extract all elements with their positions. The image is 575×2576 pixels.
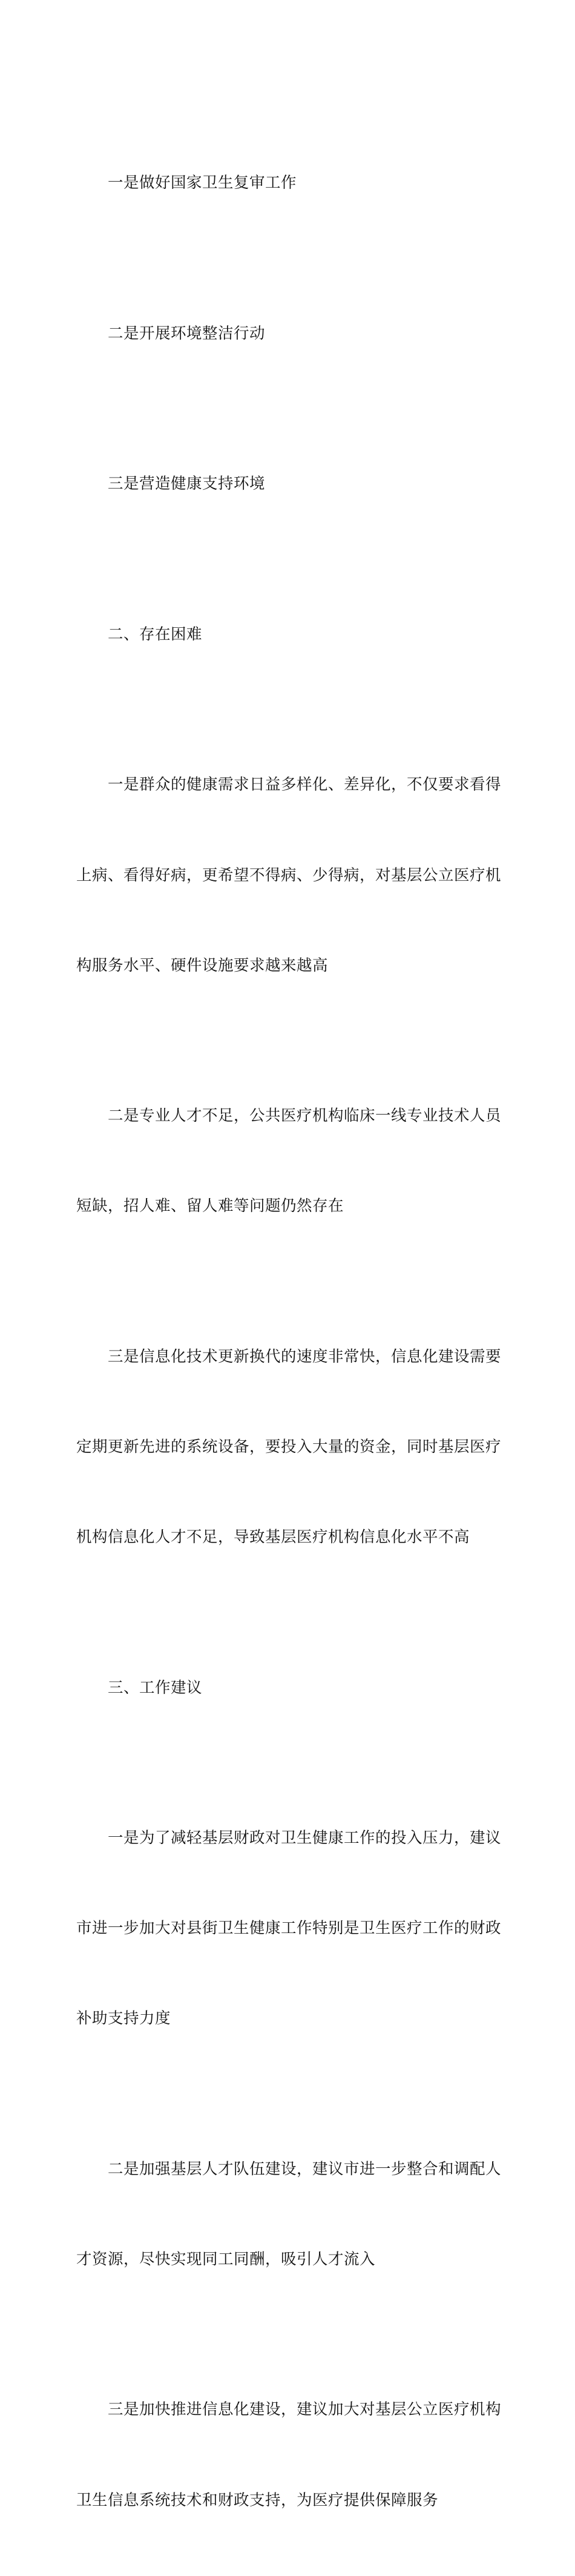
suggestion-paragraph-1 <box>76 1764 507 2095</box>
section-heading-text: 三、工作建议 <box>108 1678 203 1697</box>
paragraph-line: 三是信息化技术更新换代的速度非常快，信息化建设需要 <box>108 1347 502 1366</box>
paragraph-line: 二是开展环境整洁行动 <box>108 324 266 343</box>
paragraph-line: 构服务水平、硬件设施要求越来越高 <box>76 956 329 975</box>
difficulty-paragraph-2 <box>76 1041 507 1282</box>
document-body <box>76 108 507 2576</box>
paragraph-line: 一是群众的健康需求日益多样化、差异化，不仅要求看得 <box>108 776 502 794</box>
paragraph-line: 才资源，尽快实现同工同酬，吸引人才流入 <box>76 2250 376 2268</box>
paragraph-item-2 <box>76 259 507 410</box>
paragraph-line: 卫生信息系统技术和财政支持，为医疗提供保障服务 <box>76 2491 439 2509</box>
paragraph-line: 定期更新先进的系统设备，要投入大量的资金，同时基层医疗 <box>76 1437 502 1456</box>
paragraph-line: 二是加强基层人才队伍建设，建议市进一步整合和调配人 <box>108 2159 502 2178</box>
suggestion-paragraph-2 <box>76 2094 507 2335</box>
paragraph-line: 短缺，招人难、留人难等问题仍然存在 <box>76 1197 344 1216</box>
paragraph-line: 三是营造健康支持环境 <box>108 475 266 493</box>
difficulty-paragraph-3 <box>76 1282 507 1613</box>
suggestion-paragraph-3 <box>76 2335 507 2576</box>
paragraph-line: 机构信息化人才不足，导致基层医疗机构信息化水平不高 <box>76 1528 470 1547</box>
difficulty-paragraph-1 <box>76 710 507 1041</box>
section-heading-suggestions <box>76 1613 507 1764</box>
paragraph-line: 补助支持力度 <box>76 2009 171 2028</box>
paragraph-line: 一是为了减轻基层财政对卫生健康工作的投入压力，建议 <box>108 1829 502 1848</box>
paragraph-line: 三是加快推进信息化建设，建议加大对基层公立医疗机构 <box>108 2400 502 2419</box>
section-heading-text: 二、存在困难 <box>108 625 203 644</box>
paragraph-line: 二是专业人才不足，公共医疗机构临床一线专业技术人员 <box>108 1107 502 1125</box>
paragraph-line: 上病、看得好病，更希望不得病、少得病，对基层公立医疗机 <box>76 866 502 884</box>
paragraph-item-3 <box>76 409 507 560</box>
section-heading-difficulties <box>76 560 507 711</box>
paragraph-line: 市进一步加大对县街卫生健康工作特别是卫生医疗工作的财政 <box>76 1919 502 1938</box>
paragraph-line: 一是做好国家卫生复审工作 <box>108 174 297 193</box>
paragraph-item-1 <box>76 108 507 259</box>
